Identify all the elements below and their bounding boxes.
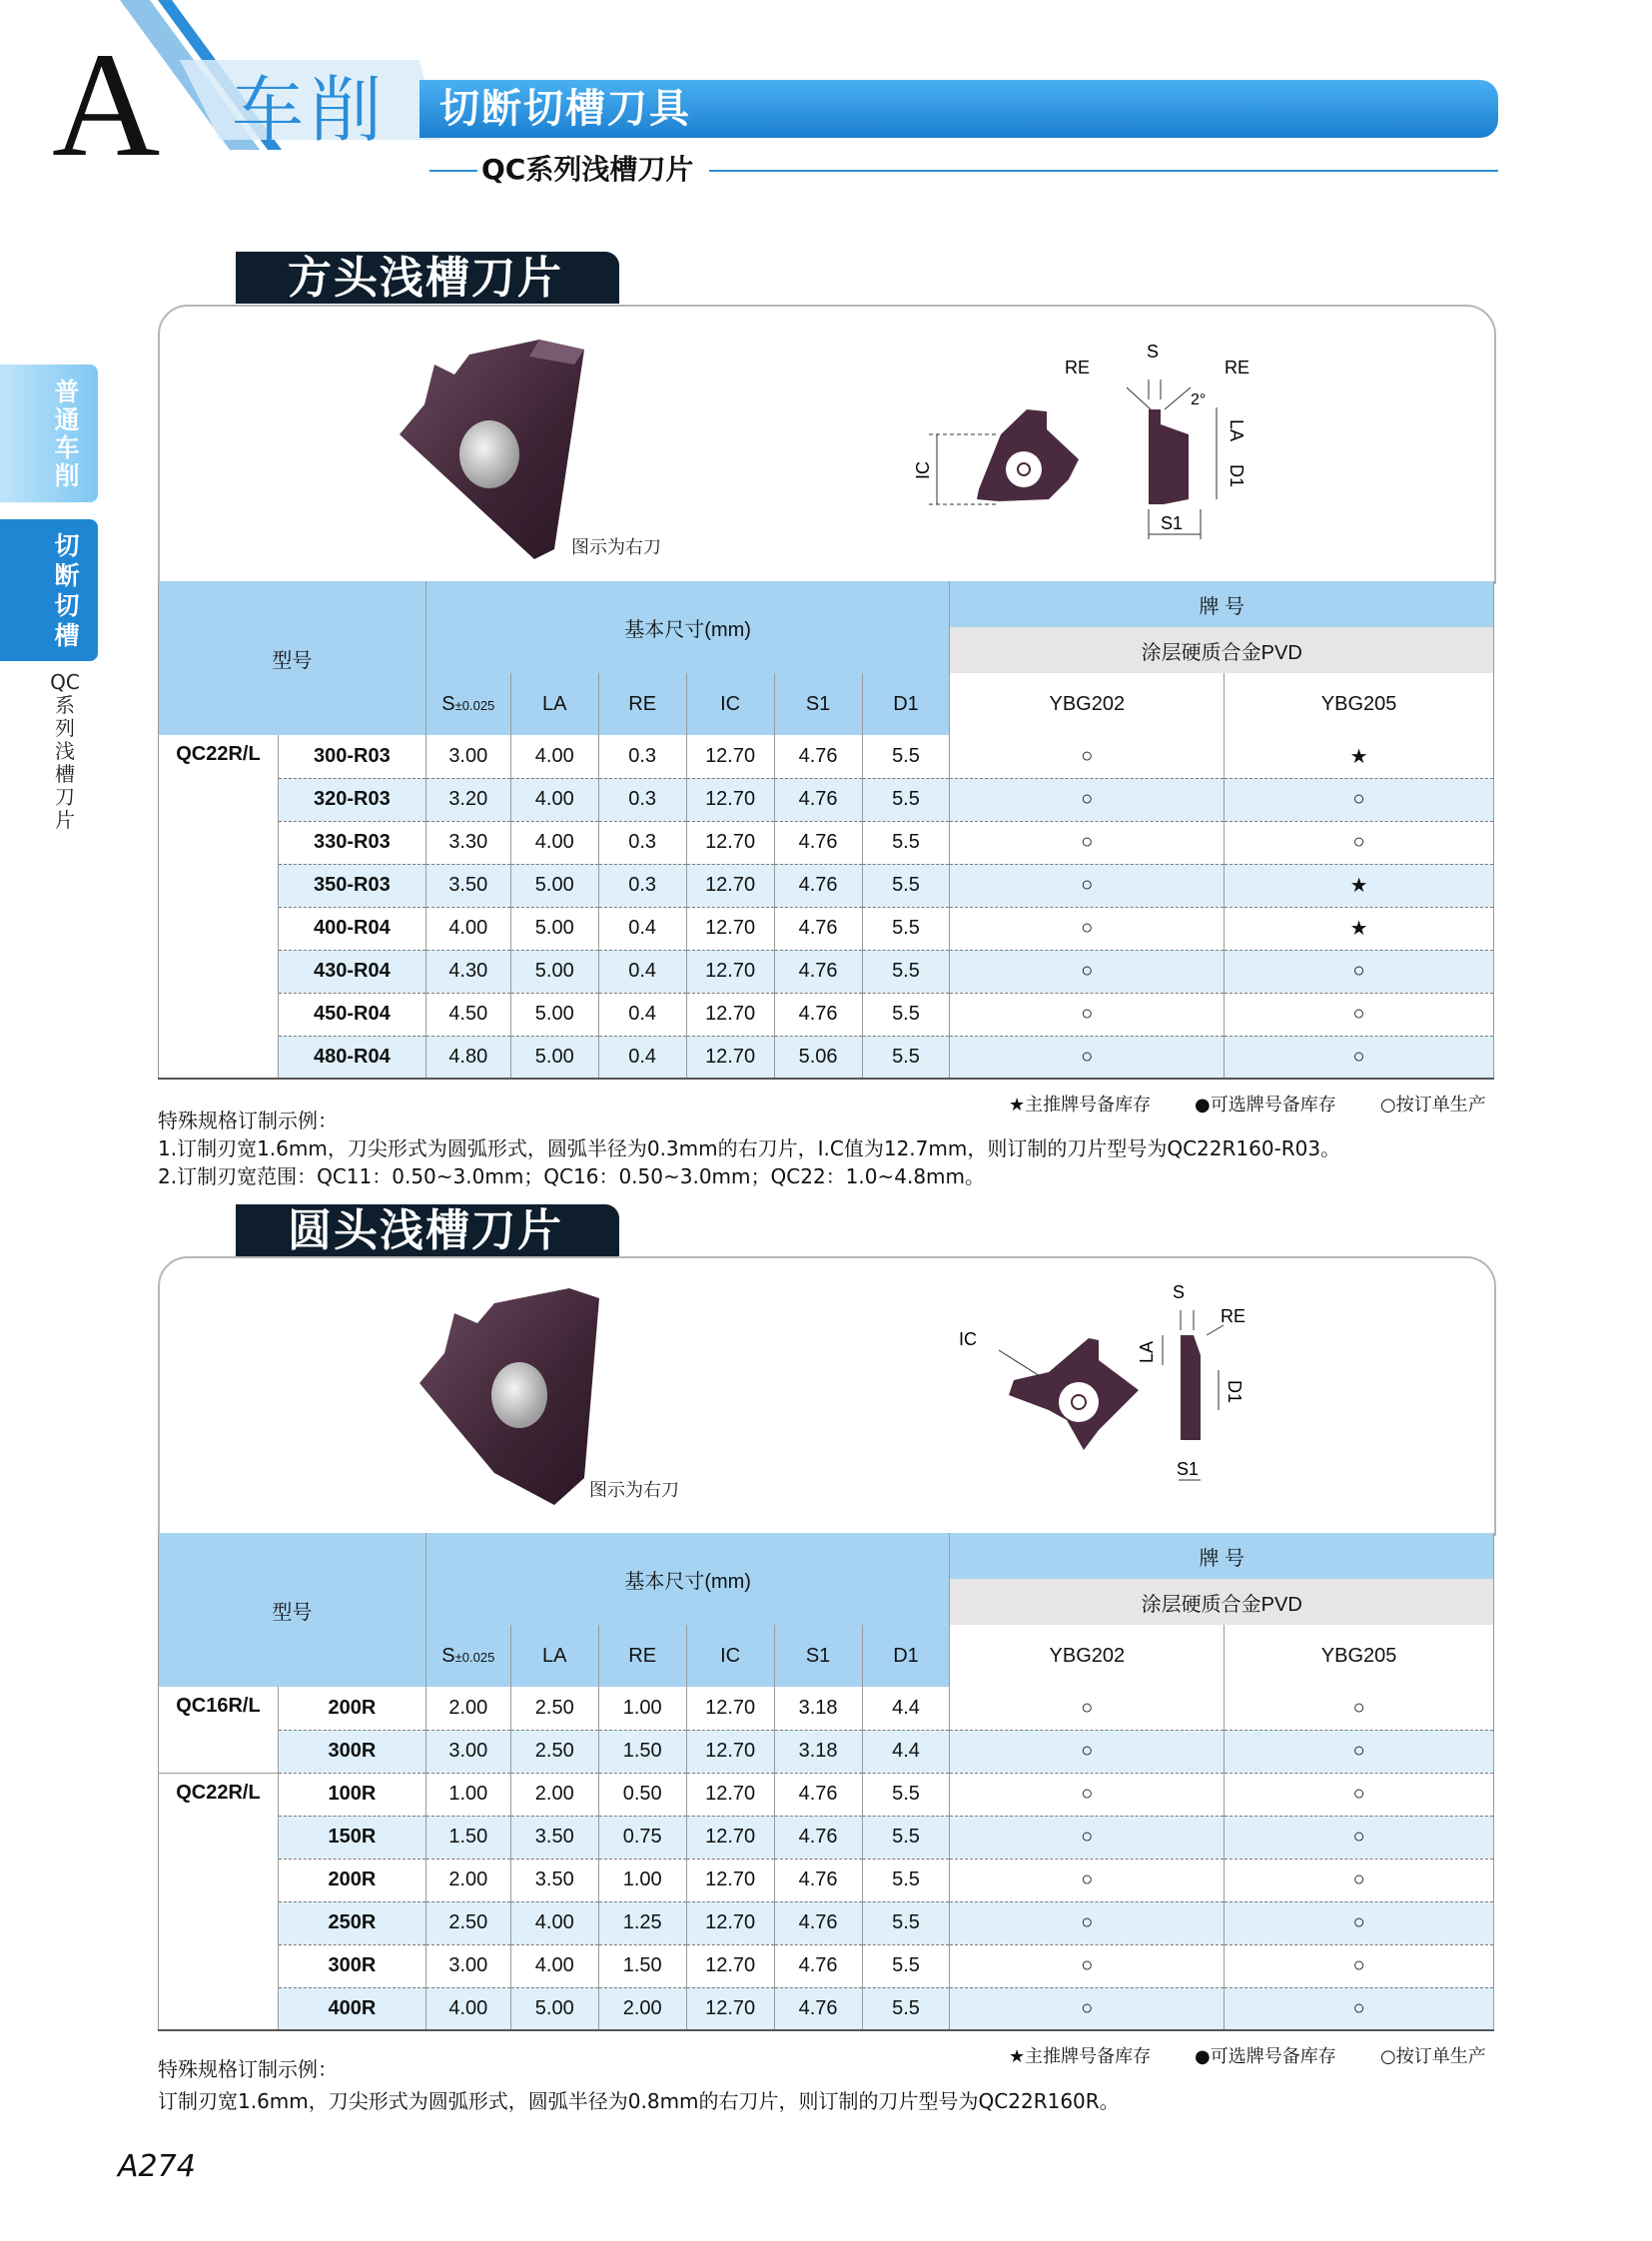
dim-s-cell: 4.30 [425, 950, 510, 993]
dim-s-cell: 2.00 [425, 1687, 510, 1730]
section2-legend-star: ★主推牌号备库存 [1009, 2046, 1152, 2067]
section1-spec-table [158, 581, 1494, 1080]
grade-availability-cell: ○ [950, 1730, 1225, 1773]
dim-la-cell: 5.00 [510, 864, 598, 907]
table-row [159, 1901, 1494, 1944]
dim-s-cell: 4.80 [425, 1036, 510, 1079]
dim-d1-cell: 5.5 [862, 735, 950, 778]
dim-ic-cell: 12.70 [686, 864, 774, 907]
dims-header-cell [425, 581, 950, 673]
dim-la-cell: 5.00 [510, 993, 598, 1036]
dim-d1-cell: 5.5 [862, 907, 950, 950]
model-family-cell: QC22R/L [159, 735, 279, 1079]
dim-la-cell: 4.00 [510, 821, 598, 864]
grade-availability-cell: ○ [1225, 1944, 1494, 1987]
table-row [159, 1730, 1494, 1773]
grade-availability-cell: ★ [1225, 864, 1494, 907]
table-row [159, 1687, 1494, 1730]
dim-s1-cell: 4.76 [774, 950, 862, 993]
table-row [159, 864, 1494, 907]
model-code-cell: 200R [278, 1859, 425, 1901]
grade-header-cell [950, 1533, 1494, 1579]
section2-legend-circle: ○按订单生产 [1380, 2046, 1486, 2067]
grade-availability-cell: ○ [950, 993, 1225, 1036]
col-s1-header: S1 [774, 1625, 862, 1687]
dim-la-cell: 4.00 [510, 1901, 598, 1944]
series-title: QC系列浅槽刀片 [481, 153, 694, 186]
model-code-cell: 330-R03 [278, 821, 425, 864]
dim-ic-cell: 12.70 [686, 1687, 774, 1730]
side-tab-grooving[interactable] [0, 519, 98, 661]
grade-header-cell [950, 581, 1494, 627]
dim-ic-cell: 12.70 [686, 821, 774, 864]
section1-image-caption: 图示为右刀 [571, 537, 661, 558]
dim-d1-cell: 4.4 [862, 1730, 950, 1773]
model-code-cell: 100R [278, 1773, 425, 1816]
dim-s1-cell: 4.76 [774, 1859, 862, 1901]
grade-ybg205-header: YBG205 [1225, 1625, 1494, 1687]
dim-re-cell: 1.50 [598, 1944, 686, 1987]
label-d1: D1 [1225, 1380, 1244, 1404]
col-ic-header: IC [686, 1625, 774, 1687]
dim-ic-cell: 12.70 [686, 1944, 774, 1987]
dim-d1-cell: 5.5 [862, 821, 950, 864]
dim-la-cell: 5.00 [510, 907, 598, 950]
label-s: S [1173, 1282, 1186, 1302]
series-rule-left [429, 170, 477, 172]
grade-header: 牌 号 [1199, 1547, 1245, 1570]
dim-s-cell: 3.30 [425, 821, 510, 864]
dim-ic-cell: 12.70 [686, 1773, 774, 1816]
col-ic-header: IC [686, 673, 774, 735]
col-re-header: RE [598, 1625, 686, 1687]
section1-title: 方头浅槽刀片 [288, 253, 563, 304]
table-row [159, 1816, 1494, 1859]
dim-s1-cell: 3.18 [774, 1687, 862, 1730]
dim-ic-cell: 12.70 [686, 1901, 774, 1944]
round-insert-photo [410, 1283, 619, 1513]
dim-re-cell: 0.3 [598, 864, 686, 907]
model-code-cell: 430-R04 [278, 950, 425, 993]
grade-availability-cell: ○ [1225, 1773, 1494, 1816]
side-tab-label: 普通车削 [54, 377, 80, 490]
dim-la-cell: 5.00 [510, 1987, 598, 2030]
label-ic: IC [959, 1329, 977, 1349]
col-s1-header: S1 [774, 673, 862, 735]
dim-ic-cell: 12.70 [686, 1816, 774, 1859]
coating-header: 涂层硬质合金PVD [1141, 1593, 1302, 1616]
side-vertical-label: QC系列浅槽刀片 [50, 670, 80, 832]
dim-la-cell: 3.50 [510, 1816, 598, 1859]
col-re-header: RE [598, 673, 686, 735]
dim-s1-cell: 4.76 [774, 778, 862, 821]
col-d1-header: D1 [862, 673, 950, 735]
dim-s-cell: 2.50 [425, 1901, 510, 1944]
dim-la-cell: 4.00 [510, 735, 598, 778]
dim-re-cell: 0.4 [598, 907, 686, 950]
grade-availability-cell: ○ [1225, 1901, 1494, 1944]
model-code-cell: 250R [278, 1901, 425, 1944]
label-re-left: RE [1065, 358, 1091, 377]
dim-ic-cell: 12.70 [686, 907, 774, 950]
dim-re-cell: 0.50 [598, 1773, 686, 1816]
model-header-cell [159, 581, 426, 735]
dim-s1-cell: 4.76 [774, 1773, 862, 1816]
section2-note-1: 订制刃宽1.6mm，刀尖形式为圆弧形式，圆弧半径为0.8mm的右刀片，则订制的刀片型号为QC22R160R。 [158, 2089, 1120, 2113]
section1-note-title: 特殊规格订制示例： [158, 1109, 338, 1132]
table-row [159, 821, 1494, 864]
side-tab-general-turning[interactable] [0, 365, 98, 502]
section1-note-1: 1.订制刃宽1.6mm，刀尖形式为圆弧形式，圆弧半径为0.3mm的右刀片，I.C值为12.7mm，则订制的刀片型号为QC22R160-R03。 [158, 1136, 1341, 1160]
coating-header-cell [950, 627, 1494, 673]
table-row [159, 1773, 1494, 1816]
dim-la-cell: 2.50 [510, 1687, 598, 1730]
dim-s1-cell: 4.76 [774, 735, 862, 778]
dim-s1-cell: 4.76 [774, 1944, 862, 1987]
dim-s1-cell: 4.76 [774, 1901, 862, 1944]
dim-s-cell: 3.20 [425, 778, 510, 821]
dim-d1-cell: 5.5 [862, 778, 950, 821]
coating-header-cell [950, 1579, 1494, 1625]
coating-header: 涂层硬质合金PVD [1141, 641, 1302, 664]
dim-d1-cell: 5.5 [862, 993, 950, 1036]
section1-note-2: 2.订制刃宽范围：QC11：0.50~3.0mm；QC16：0.50~3.0mm；QC22：1.0~4.8mm。 [158, 1164, 986, 1188]
dims-header: 基本尺寸(mm) [624, 1570, 751, 1593]
col-s-header [425, 1625, 510, 1687]
grade-availability-cell: ★ [1225, 735, 1494, 778]
dim-s-cell: 1.00 [425, 1773, 510, 1816]
dim-d1-cell: 5.5 [862, 864, 950, 907]
side-tab-label: 切断切槽 [54, 531, 80, 650]
dim-re-cell: 1.00 [598, 1687, 686, 1730]
dim-d1-cell: 5.5 [862, 1773, 950, 1816]
section-title: 切断切槽刀具 [439, 86, 691, 132]
section2-header [236, 1204, 619, 1256]
section2-legend-dot: ●可选牌号备库存 [1195, 2046, 1336, 2067]
table-row [159, 993, 1494, 1036]
table-row [159, 1036, 1494, 1079]
grade-availability-cell: ○ [1225, 1987, 1494, 2030]
dim-d1-cell: 5.5 [862, 1036, 950, 1079]
grade-availability-cell: ○ [950, 1901, 1225, 1944]
label-re-right: RE [1225, 358, 1250, 377]
dim-s1-cell: 4.76 [774, 993, 862, 1036]
dims-header: 基本尺寸(mm) [624, 618, 751, 641]
section1-header [236, 252, 619, 304]
grade-availability-cell: ○ [1225, 950, 1494, 993]
model-code-cell: 450-R04 [278, 993, 425, 1036]
label-ic: IC [913, 461, 933, 479]
table-row [159, 778, 1494, 821]
section2-figure-panel [158, 1256, 1496, 1536]
dim-re-cell: 0.3 [598, 735, 686, 778]
table-row [159, 735, 1494, 778]
grade-availability-cell: ○ [950, 1987, 1225, 2030]
dim-s-cell: 3.00 [425, 735, 510, 778]
grade-availability-cell: ○ [950, 1773, 1225, 1816]
model-code-cell: 400R [278, 1987, 425, 2030]
dim-s1-cell: 3.18 [774, 1730, 862, 1773]
grade-availability-cell: ○ [1225, 1687, 1494, 1730]
model-code-cell: 480-R04 [278, 1036, 425, 1079]
dim-d1-cell: 5.5 [862, 1987, 950, 2030]
section1-legend-circle: ○按订单生产 [1380, 1095, 1486, 1116]
grade-availability-cell: ○ [1225, 821, 1494, 864]
section2-image-caption: 图示为右刀 [589, 1480, 679, 1501]
dim-re-cell: 0.3 [598, 821, 686, 864]
dim-d1-cell: 5.5 [862, 1944, 950, 1987]
model-code-cell: 150R [278, 1816, 425, 1859]
grade-ybg202-header: YBG202 [950, 673, 1225, 735]
square-insert-drawing [899, 340, 1258, 549]
grade-availability-cell: ○ [950, 821, 1225, 864]
grade-availability-cell: ○ [950, 864, 1225, 907]
model-code-cell: 300R [278, 1944, 425, 1987]
dim-ic-cell: 12.70 [686, 735, 774, 778]
col-la-header: LA [510, 673, 598, 735]
grade-availability-cell: ○ [950, 1859, 1225, 1901]
dim-s1-cell: 5.06 [774, 1036, 862, 1079]
section2-note-title: 特殊规格订制示例： [158, 2057, 338, 2081]
model-family-cell: QC22R/L [159, 1773, 279, 2030]
col-s-tolerance: ±0.025 [454, 697, 495, 713]
dim-s1-cell: 4.76 [774, 907, 862, 950]
label-s: S [1147, 342, 1160, 362]
grade-availability-cell: ○ [950, 778, 1225, 821]
dim-s-cell: 1.50 [425, 1816, 510, 1859]
model-code-cell: 350-R03 [278, 864, 425, 907]
label-la: LA [1227, 419, 1246, 442]
grade-availability-cell: ○ [1225, 1036, 1494, 1079]
grade-availability-cell: ○ [950, 1816, 1225, 1859]
section1-figure-panel [158, 305, 1496, 584]
dim-d1-cell: 5.5 [862, 950, 950, 993]
dim-d1-cell: 5.5 [862, 1859, 950, 1901]
label-s1: S1 [1177, 1459, 1200, 1479]
dim-s-cell: 4.00 [425, 1987, 510, 2030]
dim-la-cell: 4.00 [510, 778, 598, 821]
model-code-cell: 320-R03 [278, 778, 425, 821]
col-s-header [425, 673, 510, 735]
table-row [159, 1859, 1494, 1901]
square-insert-photo [380, 335, 619, 564]
grade-header: 牌 号 [1199, 595, 1244, 618]
dim-ic-cell: 12.70 [686, 1987, 774, 2030]
grade-ybg205-header: YBG205 [1225, 673, 1494, 735]
dim-ic-cell: 12.70 [686, 1859, 774, 1901]
dim-s-cell: 3.50 [425, 864, 510, 907]
grade-ybg202-header: YBG202 [950, 1625, 1225, 1687]
model-code-cell: 300-R03 [278, 735, 425, 778]
grade-availability-cell: ○ [950, 950, 1225, 993]
grade-availability-cell: ○ [950, 1036, 1225, 1079]
model-family-cell: QC16R/L [159, 1687, 279, 1773]
grade-availability-cell: ○ [1225, 1816, 1494, 1859]
dim-d1-cell: 4.4 [862, 1687, 950, 1730]
label-re: RE [1221, 1306, 1246, 1326]
dim-la-cell: 5.00 [510, 950, 598, 993]
grade-availability-cell: ○ [1225, 993, 1494, 1036]
dim-s-cell: 4.00 [425, 907, 510, 950]
label-la: LA [1137, 1340, 1157, 1363]
dim-ic-cell: 12.70 [686, 1730, 774, 1773]
dim-d1-cell: 5.5 [862, 1816, 950, 1859]
dim-re-cell: 2.00 [598, 1987, 686, 2030]
chapter-letter: A [52, 22, 161, 188]
dims-header-cell [425, 1533, 950, 1625]
grade-availability-cell: ★ [1225, 907, 1494, 950]
grade-availability-cell: ○ [950, 907, 1225, 950]
category-title: 车削 [232, 68, 389, 152]
dim-ic-cell: 12.70 [686, 950, 774, 993]
table-row [159, 950, 1494, 993]
grade-availability-cell: ○ [950, 735, 1225, 778]
page-number: A274 [118, 2149, 196, 2184]
grade-availability-cell: ○ [1225, 778, 1494, 821]
dim-la-cell: 4.00 [510, 1944, 598, 1987]
dim-re-cell: 1.50 [598, 1730, 686, 1773]
dim-s1-cell: 4.76 [774, 1816, 862, 1859]
dim-la-cell: 5.00 [510, 1036, 598, 1079]
dim-la-cell: 2.50 [510, 1730, 598, 1773]
dim-ic-cell: 12.70 [686, 778, 774, 821]
model-code-cell: 300R [278, 1730, 425, 1773]
table-row [159, 1987, 1494, 2030]
dim-d1-cell: 5.5 [862, 1901, 950, 1944]
model-header-cell [159, 1533, 426, 1687]
grade-availability-cell: ○ [950, 1687, 1225, 1730]
dim-re-cell: 0.4 [598, 950, 686, 993]
dim-re-cell: 1.25 [598, 1901, 686, 1944]
dim-s-cell: 4.50 [425, 993, 510, 1036]
dim-s1-cell: 4.76 [774, 864, 862, 907]
dim-re-cell: 0.3 [598, 778, 686, 821]
round-insert-drawing [949, 1280, 1288, 1500]
dim-re-cell: 1.00 [598, 1859, 686, 1901]
dim-ic-cell: 12.70 [686, 1036, 774, 1079]
col-d1-header: D1 [862, 1625, 950, 1687]
col-s-tolerance: ±0.025 [454, 1649, 495, 1665]
dim-s-cell: 3.00 [425, 1730, 510, 1773]
dim-la-cell: 2.00 [510, 1773, 598, 1816]
dim-re-cell: 0.4 [598, 993, 686, 1036]
grade-availability-cell: ○ [1225, 1730, 1494, 1773]
dim-re-cell: 0.75 [598, 1816, 686, 1859]
grade-availability-cell: ○ [1225, 1859, 1494, 1901]
dim-s-cell: 2.00 [425, 1859, 510, 1901]
label-d1: D1 [1227, 464, 1246, 488]
section1-legend-dot: ●可选牌号备库存 [1195, 1095, 1336, 1116]
label-angle: 2° [1191, 391, 1207, 408]
dim-s1-cell: 4.76 [774, 1987, 862, 2030]
dim-la-cell: 3.50 [510, 1859, 598, 1901]
col-la-header: LA [510, 1625, 598, 1687]
dim-s-cell: 3.00 [425, 1944, 510, 1987]
dim-s1-cell: 4.76 [774, 821, 862, 864]
model-header: 型号 [272, 649, 313, 672]
model-header: 型号 [272, 1601, 313, 1624]
col-s-label: S [441, 692, 455, 715]
section1-legend-star: ★主推牌号备库存 [1009, 1095, 1152, 1116]
dim-re-cell: 0.4 [598, 1036, 686, 1079]
table-row [159, 1944, 1494, 1987]
series-rule [709, 170, 1498, 172]
table-row [159, 907, 1494, 950]
model-code-cell: 400-R04 [278, 907, 425, 950]
section2-title: 圆头浅槽刀片 [288, 1205, 563, 1256]
section2-spec-table [158, 1533, 1494, 2031]
col-s-label: S [441, 1644, 455, 1667]
dim-ic-cell: 12.70 [686, 993, 774, 1036]
grade-availability-cell: ○ [950, 1944, 1225, 1987]
label-s1: S1 [1161, 513, 1184, 533]
model-code-cell: 200R [278, 1687, 425, 1730]
